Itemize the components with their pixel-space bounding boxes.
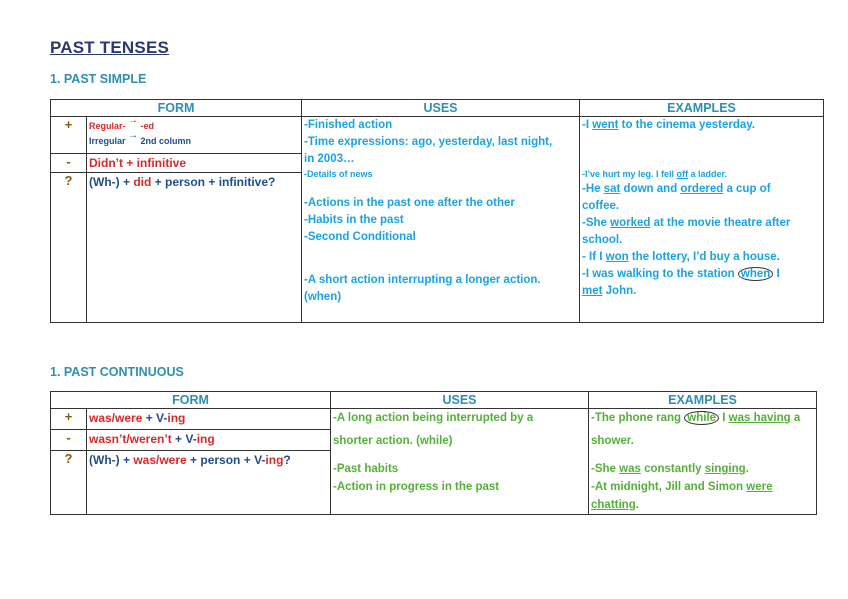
example-item: shower. (591, 435, 634, 447)
table-header-row (51, 392, 817, 409)
table-header-row (51, 100, 824, 117)
use-item: -Second Conditional (304, 231, 416, 243)
example-item: -At midnight, Jill and Simon were (591, 481, 773, 493)
use-item: -A long action being interrupted by a (333, 412, 534, 424)
question-symbol: ? (51, 173, 87, 323)
example-item: -I was walking to the station when I (582, 268, 780, 280)
example-item: - If I won the lottery, I’d buy a house. (582, 251, 780, 263)
irregular-label: Irregular (89, 136, 126, 146)
minus-symbol: - (51, 430, 87, 451)
use-item: -Finished action (304, 119, 393, 131)
example-item: met John. (582, 285, 637, 297)
use-item: -Action in progress in the past (333, 481, 500, 493)
use-item: -Details of news (304, 169, 373, 179)
form-question: (Wh-) + was/were + person + V-ing? (87, 451, 331, 515)
example-item: -She worked at the movie theatre after (582, 217, 791, 229)
plus-symbol: + (51, 409, 87, 430)
uses-header: USES (302, 100, 580, 117)
examples-header: EXAMPLES (580, 100, 824, 117)
table-row-positive (51, 409, 817, 430)
question-symbol: ? (51, 451, 87, 515)
use-item: (when) (304, 291, 342, 303)
irregular-ending: 2nd column (140, 136, 192, 146)
example-item: -I went to the cinema yesterday. (582, 119, 755, 131)
form-positive-cell (87, 117, 302, 154)
example-item: -She was constantly singing. (591, 463, 749, 475)
form-header: FORM (51, 100, 302, 117)
use-item: -A short action interrupting a longer action. (304, 274, 541, 286)
continuous-uses-cell (331, 409, 589, 515)
form-question: (Wh-) + did + person + infinitive? (87, 173, 302, 323)
use-item: in 2003… (304, 153, 355, 165)
page-title: PAST TENSES (50, 38, 170, 57)
regular-rule (89, 115, 299, 132)
simple-uses-cell (302, 117, 580, 323)
past-continuous-heading: 1. PAST CONTINUOUS (50, 365, 184, 379)
example-item: -I’ve hurt my leg. I fell off a ladder. (582, 169, 728, 179)
example-item: coffee. (582, 200, 620, 212)
simple-examples-cell (580, 117, 824, 323)
use-item: -Time expressions: ago, yesterday, last night, (304, 136, 553, 148)
form-negative: Didn’t + infinitive (87, 154, 302, 173)
regular-label: Regular- (89, 121, 126, 131)
form-positive: was/were + V-ing (87, 409, 331, 430)
past-simple-table (50, 99, 824, 323)
minus-symbol: - (51, 154, 87, 173)
continuous-examples-cell (589, 409, 817, 515)
past-simple-heading: 1. PAST SIMPLE (50, 72, 147, 86)
example-item: -The phone rang while I was having a (591, 412, 801, 424)
example-item: -He sat down and ordered a cup of (582, 183, 771, 195)
uses-header: USES (331, 392, 589, 409)
use-item: shorter action. (while) (333, 435, 453, 447)
form-negative: wasn’t/weren’t + V-ing (87, 430, 331, 451)
regular-ending: -ed (140, 121, 155, 131)
examples-header: EXAMPLES (589, 392, 817, 409)
table-row-positive (51, 117, 824, 154)
form-header: FORM (51, 392, 331, 409)
use-item: -Habits in the past (304, 214, 404, 226)
use-item: -Past habits (333, 463, 399, 475)
example-item: chatting. (591, 499, 639, 511)
irregular-rule (89, 130, 299, 147)
use-item: -Actions in the past one after the other (304, 197, 515, 209)
past-continuous-table (50, 391, 817, 515)
arrow-icon: → (128, 115, 139, 126)
arrow-icon: → (128, 130, 139, 141)
plus-symbol: + (51, 117, 87, 154)
example-item: school. (582, 234, 623, 246)
